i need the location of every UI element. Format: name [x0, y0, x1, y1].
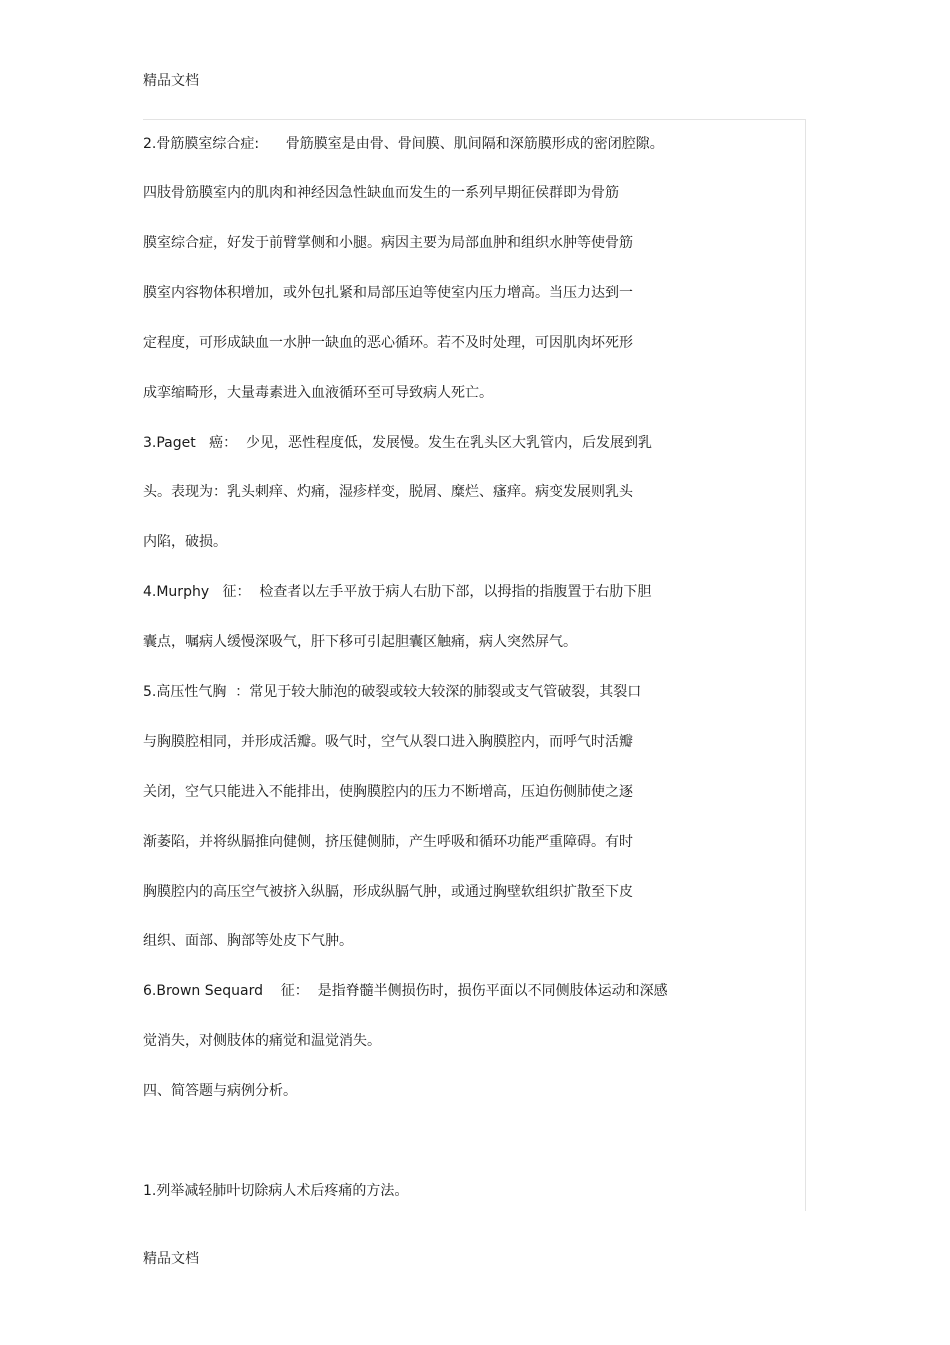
question-line: 1.列举减轻肺叶切除病人术后疼痛的方法。: [143, 1183, 409, 1199]
text-line: 渐萎陷，并将纵膈推向健侧，挤压健侧肺，产生呼吸和循环功能严重障碍。有时: [143, 834, 633, 850]
text-line: 2.骨筋膜室综合症: 骨筋膜室是由骨、骨间膜、肌间隔和深筋膜形成的密闭腔隙。: [143, 136, 664, 152]
text-line: 头。表现为：乳头刺痒、灼痛，湿疹样变，脱屑、糜烂、瘙痒。病变发展则乳头: [143, 484, 633, 500]
text-line: 膜室内容物体积增加，或外包扎紧和局部压迫等使室内压力增高。当压力达到一: [143, 285, 633, 301]
text-line: 5.高压性气胸 ：常见于较大肺泡的破裂或较大较深的肺裂或支气管破裂，其裂口: [143, 684, 642, 700]
text-line: 4.Murphy 征： 检查者以左手平放于病人右肋下部，以拇指的指腹置于右肋下胆: [143, 584, 652, 600]
section-heading: 四、简答题与病例分析。: [143, 1083, 297, 1099]
text-line: 与胸膜腔相同，并形成活瓣。吸气时，空气从裂口进入胸膜腔内，而呼气时活瓣: [143, 734, 633, 750]
text-line: 6.Brown Sequard 征： 是指脊髓半侧损伤时，损伤平面以不同侧肢体运动和深感: [143, 983, 668, 999]
text-line: 关闭，空气只能进入不能排出，使胸膜腔内的压力不断增高，压迫伤侧肺使之逐: [143, 784, 633, 800]
page-footer: 精品文档: [143, 1251, 199, 1267]
text-line: 3.Paget 癌： 少见，恶性程度低，发展慢。发生在乳头区大乳管内，后发展到乳: [143, 435, 652, 451]
text-line: 内陷，破损。: [143, 534, 227, 550]
text-line: 成挛缩畸形，大量毒素进入血液循环至可导致病人死亡。: [143, 385, 493, 401]
page-header: 精品文档: [143, 73, 199, 89]
text-line: 四肢骨筋膜室内的肌肉和神经因急性缺血而发生的一系列早期征侯群即为骨筋: [143, 185, 619, 201]
text-line: 觉消失，对侧肢体的痛觉和温觉消失。: [143, 1033, 381, 1049]
text-line: 囊点，嘱病人缓慢深吸气，肝下移可引起胆囊区触痛，病人突然屏气。: [143, 634, 577, 650]
text-line: 胸膜腔内的高压空气被挤入纵膈，形成纵膈气肿，或通过胸壁软组织扩散至下皮: [143, 884, 633, 900]
text-line: 膜室综合症，好发于前臂掌侧和小腿。病因主要为局部血肿和组织水肿等使骨筋: [143, 235, 633, 251]
text-line: 定程度，可形成缺血一水肿一缺血的恶心循环。若不及时处理，可因肌肉坏死形: [143, 335, 633, 351]
text-line: 组织、面部、胸部等处皮下气肿。: [143, 933, 353, 949]
